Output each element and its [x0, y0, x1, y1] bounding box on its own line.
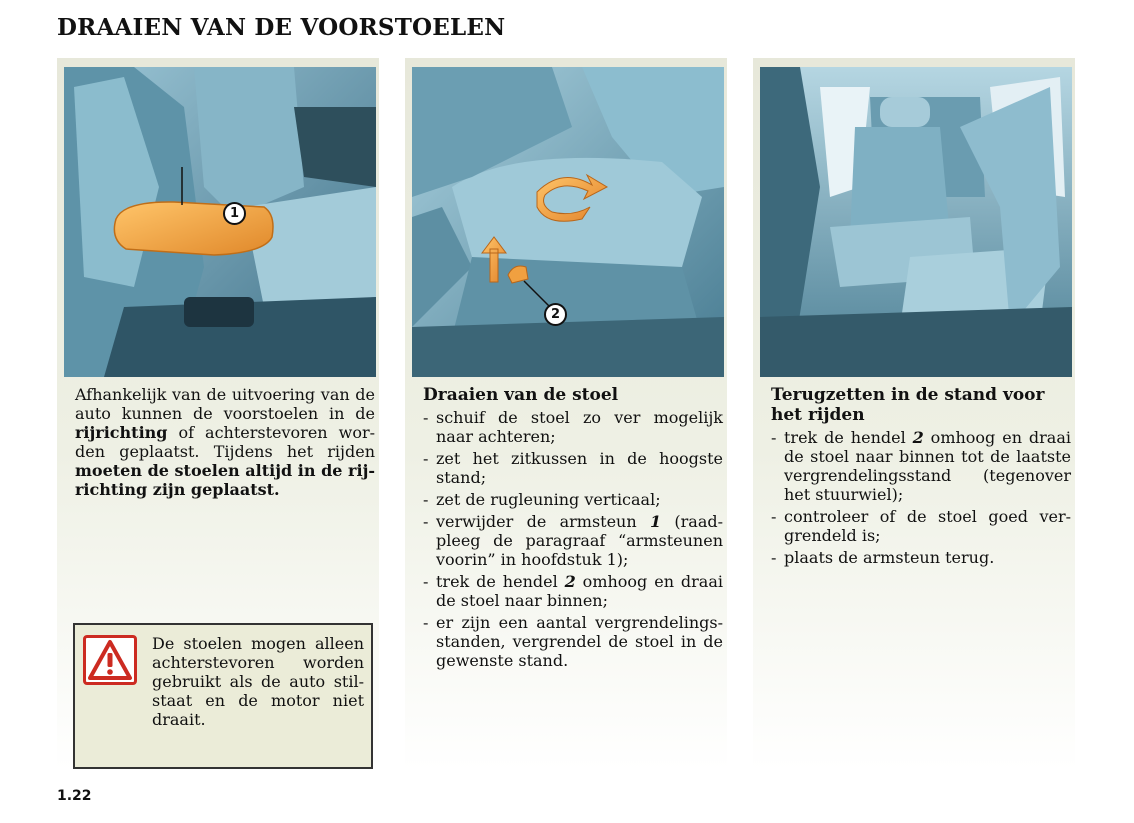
list-item: - er zijn een aantal vergrendelings-standen, vergrendel de stoel in de gewenste stand. [423, 613, 723, 670]
intro-paragraph: Afhankelijk van de uitvoering van de auto kunnen de voorstoelen in de rijrichting of achterstevoren wor-den geplaatst. Tijdens het rijden moeten de stoelen altijd in de rij-richting zijn geplaatst. [75, 385, 375, 499]
cabin-illustration [760, 67, 1072, 377]
section-heading-return: Terugzetten in de stand voor het rijden [771, 385, 1045, 425]
list-item: - trek de hendel 2 omhoog en draai de stoel naar binnen; [423, 572, 723, 610]
left-column [57, 58, 379, 770]
list-item: - trek de hendel 2 omhoog en draai de stoel naar binnen tot de laatste vergrendelingsstand (tegenover het stuurwiel); [771, 428, 1071, 504]
middle-column [405, 58, 727, 770]
left-intro [75, 385, 375, 499]
list-item: - zet de rugleuning verticaal; [423, 490, 723, 509]
warning-triangle-icon [83, 635, 137, 685]
armrest-highlight [114, 202, 273, 255]
page-number: 1.22 [57, 788, 92, 804]
warning-box [73, 623, 373, 769]
cabin-photo [760, 67, 1072, 377]
list-item: - verwijder de armsteun 1 (raad-pleeg de paragraaf “armsteunen voorin” in hoofdstuk 1); [423, 512, 723, 569]
middle-text [423, 385, 723, 673]
list-item: - plaats de armsteun terug. [771, 548, 1071, 567]
seat-rotation-photo [412, 67, 724, 377]
callout-2 [544, 303, 567, 326]
callout-1 [223, 202, 246, 225]
rotate-steps-list [423, 408, 723, 670]
list-item: - controleer of de stoel goed ver-grendeld is; [771, 507, 1071, 545]
right-text [771, 385, 1071, 570]
page-title: DRAAIEN VAN DE VOORSTOELEN [57, 14, 506, 41]
list-item: - zet het zitkussen in de hoogste stand; [423, 449, 723, 487]
armrest-photo [64, 67, 376, 377]
callout-2-label: 2 [550, 307, 561, 322]
callout-1-label: 1 [229, 206, 240, 221]
return-steps-list [771, 428, 1071, 567]
seat-rotation-illustration [412, 67, 724, 377]
list-item: - schuif de stoel zo ver mogelijk naar achteren; [423, 408, 723, 446]
right-column [753, 58, 1075, 770]
section-heading-rotate: Draaien van de stoel [423, 385, 619, 405]
armrest-illustration [64, 67, 376, 377]
warning-text: De stoelen mogen alleen achterstevoren worden gebruikt als de auto stil-staat en de motor niet draait. [152, 634, 364, 729]
